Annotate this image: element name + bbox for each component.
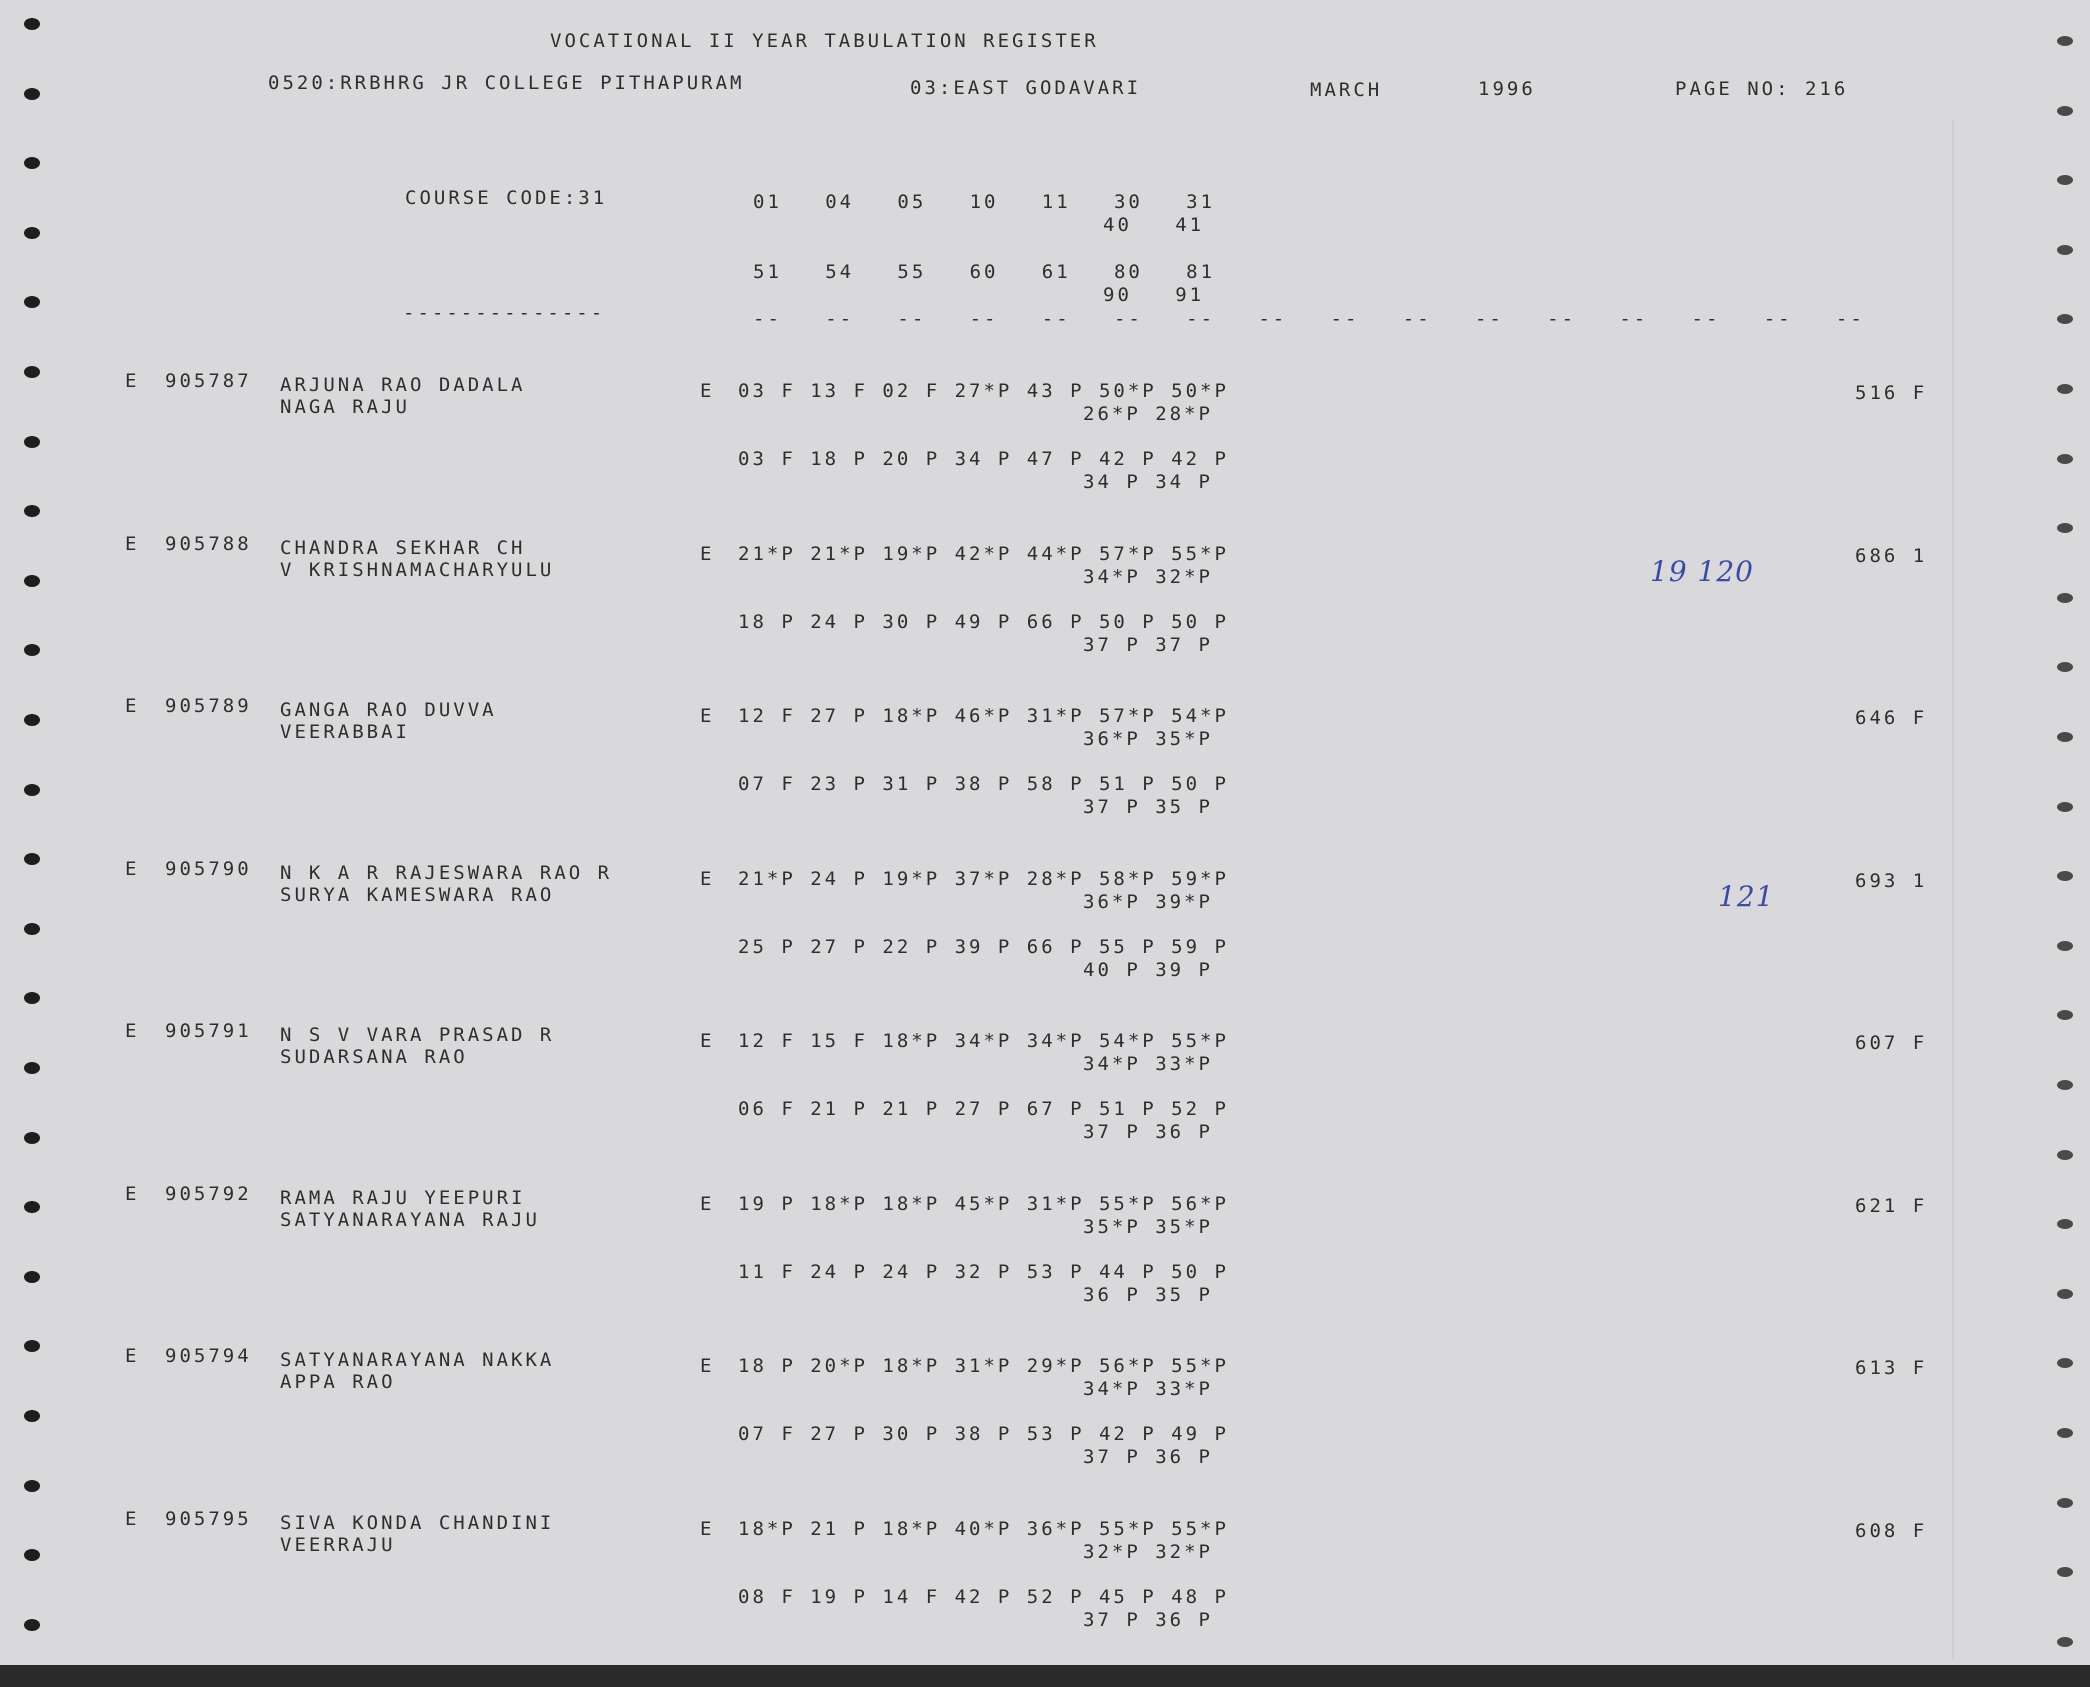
student-name: N S V VARA PRASAD R	[280, 1024, 555, 1046]
total-result: 686 1	[1855, 544, 1928, 567]
marks-row-1: 12 F 27 P 18*P 46*P 31*P 57*P 54*P	[738, 705, 1229, 727]
marks-row-2b: 37 P 36 P	[1083, 1446, 1213, 1468]
subject-codes-row1: 01 04 05 10 11 30 31	[753, 191, 1216, 213]
parent-name: NAGA RAJU	[280, 396, 410, 418]
marks-row-1b: 35*P 35*P	[1083, 1215, 1213, 1238]
feed-hole	[2057, 36, 2073, 46]
handwritten-note: 121	[1718, 879, 1775, 913]
parent-name: VEERRAJU	[280, 1533, 396, 1556]
feed-hole	[24, 88, 40, 100]
marks-row-2: 25 P 27 P 22 P 39 P 66 P 55 P 59 P	[738, 935, 1229, 958]
roll-number: 905787	[165, 370, 252, 392]
feed-hole	[24, 1062, 40, 1074]
margin-rule	[1952, 120, 1954, 1660]
marks-row-1: 21*P 21*P 19*P 42*P 44*P 57*P 55*P	[738, 542, 1229, 565]
roll-number: 905792	[165, 1182, 252, 1205]
course-underline: --------------	[403, 302, 606, 324]
marks-row-1: 19 P 18*P 18*P 45*P 31*P 55*P 56*P	[738, 1192, 1229, 1215]
feed-hole	[24, 227, 40, 239]
student-name: RAMA RAJU YEEPURI	[280, 1186, 526, 1209]
marks-row-2b: 34 P 34 P	[1083, 471, 1213, 493]
marks-row-2: 08 F 19 P 14 F 42 P 52 P 45 P 48 P	[738, 1585, 1229, 1608]
marks-row-2: 11 F 24 P 24 P 32 P 53 P 44 P 50 P	[738, 1260, 1229, 1283]
exam-flag: E	[700, 1030, 715, 1052]
feed-hole	[2057, 245, 2073, 255]
exam-flag: E	[700, 1517, 715, 1540]
feed-hole	[24, 714, 40, 726]
grade-letter: E	[125, 1182, 140, 1205]
roll-number: 905789	[165, 695, 252, 717]
feed-hole	[2057, 732, 2073, 742]
feed-hole	[2057, 1637, 2073, 1647]
feed-hole	[2057, 1150, 2073, 1160]
feed-hole	[2057, 941, 2073, 951]
marks-row-1: 18 P 20*P 18*P 31*P 29*P 56*P 55*P	[738, 1355, 1229, 1377]
marks-row-1: 03 F 13 F 02 F 27*P 43 P 50*P 50*P	[738, 380, 1229, 402]
grade-letter: E	[125, 1345, 140, 1367]
marks-row-2: 06 F 21 P 21 P 27 P 67 P 51 P 52 P	[738, 1098, 1229, 1120]
course-code-label: COURSE CODE:31	[405, 187, 608, 209]
exam-flag: E	[700, 1192, 715, 1215]
exam-month: MARCH	[1310, 79, 1383, 101]
grade-letter: E	[125, 1507, 140, 1530]
marks-row-1b: 36*P 35*P	[1083, 728, 1213, 750]
parent-name: SUDARSANA RAO	[280, 1046, 468, 1068]
feed-hole	[2057, 1289, 2073, 1299]
total-result: 608 F	[1855, 1519, 1928, 1542]
marks-row-2b: 40 P 39 P	[1083, 958, 1213, 981]
total-result: 621 F	[1855, 1194, 1928, 1217]
marks-row-1: 12 F 15 F 18*P 34*P 34*P 54*P 55*P	[738, 1030, 1229, 1052]
subject-codes-row1b: 40 41	[1103, 214, 1205, 236]
feed-hole	[2057, 593, 2073, 603]
feed-hole	[2057, 1080, 2073, 1090]
marks-row-2b: 37 P 36 P	[1083, 1121, 1213, 1143]
feed-hole	[2057, 454, 2073, 464]
marks-row-2b: 37 P 37 P	[1083, 633, 1213, 656]
feed-hole	[24, 1132, 40, 1144]
exam-flag: E	[700, 542, 715, 565]
student-name: CHANDRA SEKHAR CH	[280, 536, 526, 559]
feed-hole	[24, 575, 40, 587]
marks-row-1b: 34*P 33*P	[1083, 1053, 1213, 1075]
feed-hole	[24, 923, 40, 935]
grade-letter: E	[125, 695, 140, 717]
feed-hole	[24, 366, 40, 378]
parent-name: V KRISHNAMACHARYULU	[280, 558, 555, 581]
parent-name: SURYA KAMESWARA RAO	[280, 883, 555, 906]
marks-row-1: 21*P 24 P 19*P 37*P 28*P 58*P 59*P	[738, 867, 1229, 890]
feed-hole	[24, 1410, 40, 1422]
roll-number: 905790	[165, 857, 252, 880]
feed-hole	[24, 1271, 40, 1283]
marks-row-2b: 36 P 35 P	[1083, 1283, 1213, 1306]
feed-hole	[24, 1619, 40, 1631]
total-result: 646 F	[1855, 707, 1928, 729]
feed-hole	[2057, 802, 2073, 812]
student-name: ARJUNA RAO DADALA	[280, 374, 526, 396]
marks-row-2: 07 F 27 P 30 P 38 P 53 P 42 P 49 P	[738, 1423, 1229, 1445]
feed-hole	[2057, 1428, 2073, 1438]
subject-codes-row2: 51 54 55 60 61 80 81	[753, 261, 1216, 283]
marks-row-2b: 37 P 35 P	[1083, 796, 1213, 818]
roll-number: 905791	[165, 1020, 252, 1042]
marks-row-1b: 32*P 32*P	[1083, 1540, 1213, 1563]
grade-letter: E	[125, 370, 140, 392]
marks-row-1b: 26*P 28*P	[1083, 403, 1213, 425]
column-underlines: -- -- -- -- -- -- -- -- -- -- -- -- -- -- -- --	[753, 308, 1865, 330]
handwritten-note: 19 120	[1650, 554, 1754, 588]
college-name: 0520:RRBHRG JR COLLEGE PITHAPURAM	[268, 72, 745, 94]
grade-letter: E	[125, 857, 140, 880]
district-name: 03:EAST GODAVARI	[910, 77, 1142, 99]
total-result: 693 1	[1855, 869, 1928, 892]
page-number: PAGE NO: 216	[1675, 78, 1849, 100]
total-result: 607 F	[1855, 1032, 1928, 1054]
exam-flag: E	[700, 705, 715, 727]
feed-hole	[24, 1480, 40, 1492]
feed-hole	[24, 18, 40, 30]
student-name: N K A R RAJESWARA RAO R	[280, 861, 613, 884]
marks-row-1b: 36*P 39*P	[1083, 890, 1213, 913]
student-name: SIVA KONDA CHANDINI	[280, 1511, 555, 1534]
feed-hole	[2057, 1498, 2073, 1508]
feed-hole	[2057, 106, 2073, 116]
student-name: SATYANARAYANA NAKKA	[280, 1349, 555, 1371]
exam-year: 1996	[1478, 78, 1536, 100]
marks-row-1: 18*P 21 P 18*P 40*P 36*P 55*P 55*P	[738, 1517, 1229, 1540]
total-result: 516 F	[1855, 382, 1928, 404]
total-result: 613 F	[1855, 1357, 1928, 1379]
exam-flag: E	[700, 380, 715, 402]
parent-name: APPA RAO	[280, 1371, 396, 1393]
exam-flag: E	[700, 1355, 715, 1377]
marks-row-2b: 37 P 36 P	[1083, 1608, 1213, 1631]
feed-hole	[24, 784, 40, 796]
feed-hole	[24, 436, 40, 448]
exam-flag: E	[700, 867, 715, 890]
sheet-bottom-edge	[0, 1665, 2090, 1687]
roll-number: 905788	[165, 532, 252, 555]
marks-row-2: 03 F 18 P 20 P 34 P 47 P 42 P 42 P	[738, 448, 1229, 470]
grade-letter: E	[125, 532, 140, 555]
grade-letter: E	[125, 1020, 140, 1042]
marks-row-1b: 34*P 32*P	[1083, 565, 1213, 588]
parent-name: SATYANARAYANA RAJU	[280, 1208, 540, 1231]
student-name: GANGA RAO DUVVA	[280, 699, 497, 721]
marks-row-2: 07 F 23 P 31 P 38 P 58 P 51 P 50 P	[738, 773, 1229, 795]
subject-codes-row2b: 90 91	[1103, 284, 1205, 306]
roll-number: 905794	[165, 1345, 252, 1367]
parent-name: VEERABBAI	[280, 721, 410, 743]
roll-number: 905795	[165, 1507, 252, 1530]
marks-row-2: 18 P 24 P 30 P 49 P 66 P 50 P 50 P	[738, 610, 1229, 633]
marks-row-1b: 34*P 33*P	[1083, 1378, 1213, 1400]
feed-hole	[2057, 384, 2073, 394]
register-title: VOCATIONAL II YEAR TABULATION REGISTER	[550, 30, 1099, 52]
